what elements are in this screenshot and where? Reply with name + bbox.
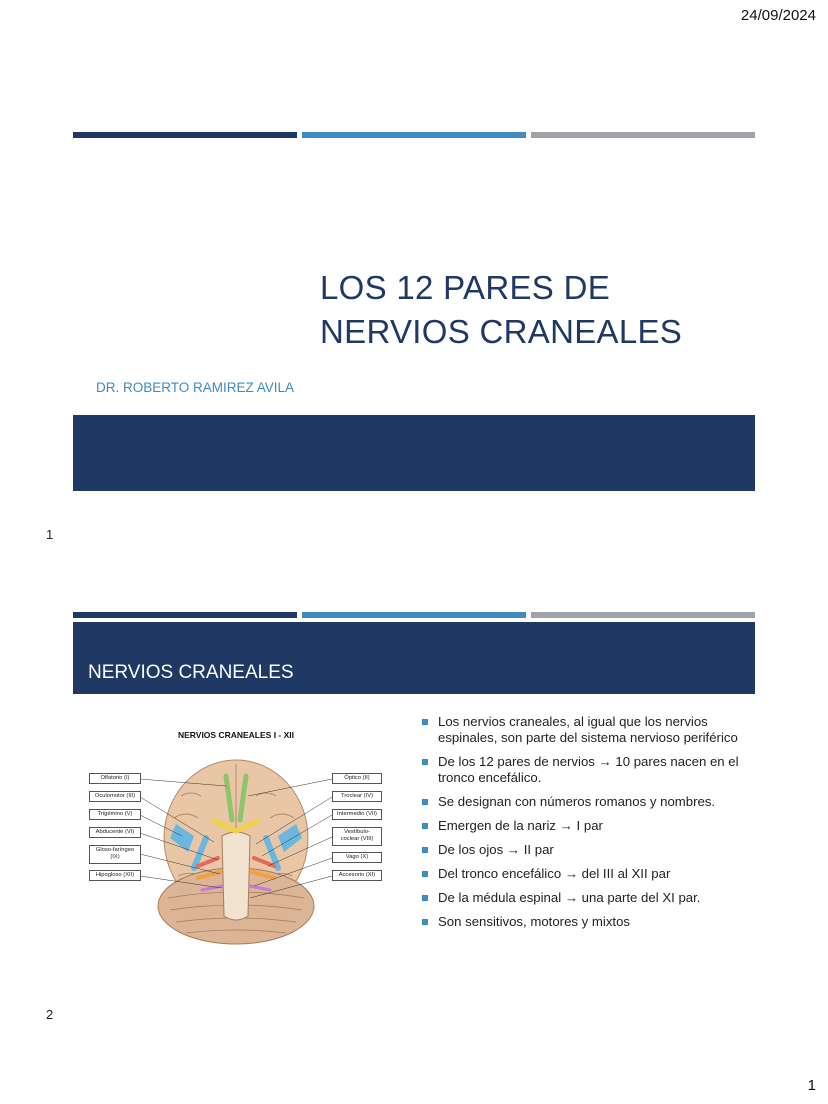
bullet-text: Se designan con números romanos y nombres. (438, 794, 716, 809)
slide2-bullet-list (420, 714, 750, 938)
bullet-text: Emergen de la nariz → I par (438, 818, 603, 833)
slide1-title-line1: LOS 12 PARES DE (320, 269, 611, 306)
accent-bar-navy-2 (73, 612, 297, 618)
bullet-square-icon (422, 759, 428, 765)
slide1-number: 1 (46, 527, 54, 542)
slide1-title-line2: NERVIOS CRANEALES (320, 313, 683, 350)
label-abducente: Abducente (VI) (89, 827, 141, 838)
bullet-square-icon (422, 895, 428, 901)
label-vago: Vago (X) (332, 852, 382, 863)
label-olfatorio: Olfatorio (I) (89, 773, 141, 784)
diagram-title: NERVIOS CRANEALES I - XII (177, 730, 295, 740)
print-date: 24/09/2024 (740, 7, 816, 24)
bullet-text: Del tronco encefálico → del III al XII par (438, 866, 671, 881)
bullet-square-icon (422, 847, 428, 853)
label-vestibulococlear: Vestíbulo-coclear (VIII) (332, 827, 382, 846)
list-item (420, 818, 750, 834)
accent-bar-blue (302, 132, 526, 138)
document-page-number: 1 (807, 1077, 816, 1094)
bullet-text: De los ojos → II par (438, 842, 554, 857)
cranial-nerves-diagram (86, 726, 386, 954)
slide2-number: 2 (46, 1007, 54, 1022)
bullet-text: Los nervios craneales, al igual que los nervios espinales, son parte del sistema nervioso periférico (438, 714, 738, 745)
label-intermedio: Intermedio (VII) (332, 809, 382, 820)
slide2-header (73, 622, 755, 694)
accent-bar-blue-2 (302, 612, 526, 618)
label-oculomotor: Oculomotor (III) (89, 791, 141, 802)
list-item (420, 866, 750, 882)
accent-bar-navy (73, 132, 297, 138)
accent-bar-gray-2 (531, 612, 755, 618)
list-item (420, 890, 750, 906)
slide2-header-title: NERVIOS CRANEALES (88, 662, 294, 683)
label-glosofaringeo: Gloso-faríngeo (IX) (89, 845, 141, 864)
slide1-author: DR. ROBERTO RAMIREZ AVILA (96, 380, 295, 395)
list-item (420, 794, 750, 810)
bullet-text: De los 12 pares de nervios → 10 pares nacen en el tronco encefálico. (438, 754, 739, 785)
label-trigemino: Trigémino (V) (89, 809, 141, 820)
bullet-square-icon (422, 719, 428, 725)
list-item (420, 842, 750, 858)
slide1-title (320, 266, 682, 354)
list-item (420, 754, 750, 786)
bullet-square-icon (422, 799, 428, 805)
bullet-square-icon (422, 919, 428, 925)
label-hipogloso: Hipogloso (XII) (89, 870, 141, 881)
label-troclear: Troclear (IV) (332, 791, 382, 802)
list-item (420, 714, 750, 746)
bullet-text: De la médula espinal → una parte del XI par. (438, 890, 701, 905)
bullet-text: Son sensitivos, motores y mixtos (438, 914, 631, 929)
bullet-square-icon (422, 823, 428, 829)
label-optico: Óptico (II) (332, 773, 382, 784)
accent-bar-gray (531, 132, 755, 138)
list-item (420, 914, 750, 930)
label-accesorio: Accesorio (XI) (332, 870, 382, 881)
bullet-square-icon (422, 871, 428, 877)
slide1-footer-band (73, 415, 755, 491)
